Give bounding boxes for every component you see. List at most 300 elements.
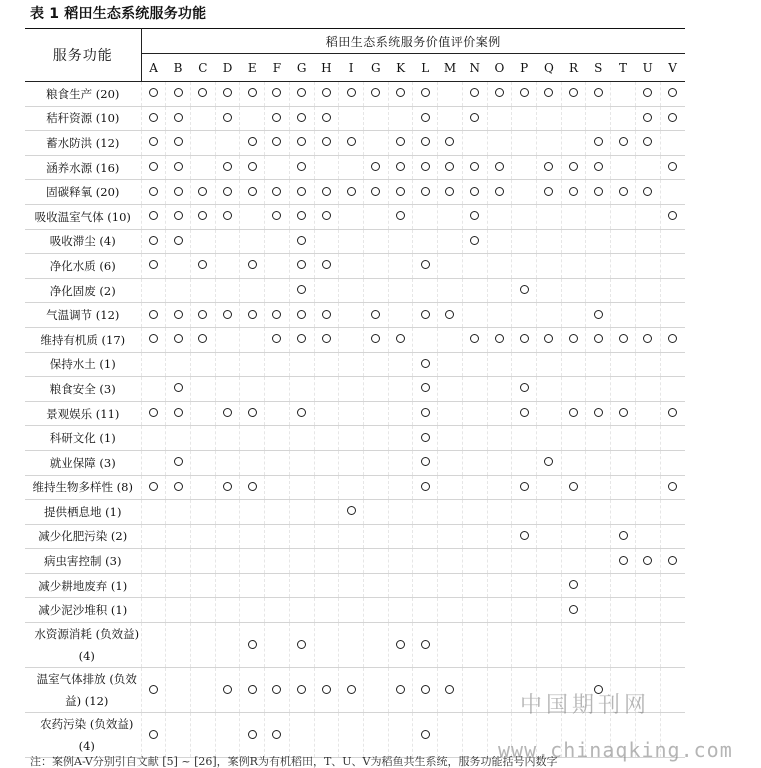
service-row [25,106,685,131]
empty-cell [611,106,636,131]
service-label: 气温调节 (12) [25,303,141,328]
empty-cell [487,352,512,377]
empty-cell [438,401,463,426]
empty-cell [265,549,290,574]
empty-cell [438,623,463,668]
empty-cell [438,475,463,500]
empty-cell [240,352,265,377]
empty-cell [561,450,586,475]
case-header-0: A [141,54,166,82]
empty-cell [660,450,685,475]
empty-cell [314,713,339,758]
empty-cell [339,598,364,623]
service-row [25,82,685,107]
empty-cell [487,278,512,303]
case-header-15: P [512,54,537,82]
evaluated-marker [363,303,388,328]
service-row [25,426,685,451]
empty-cell [339,401,364,426]
empty-cell [363,598,388,623]
evaluated-marker [265,204,290,229]
case-header-9: G [363,54,388,82]
empty-cell [289,573,314,598]
case-header-16: Q [537,54,562,82]
service-label: 涵养水源 (16) [25,155,141,180]
empty-cell [363,131,388,156]
empty-cell [388,106,413,131]
case-header-19: T [611,54,636,82]
empty-cell [363,623,388,668]
empty-cell [314,623,339,668]
evaluated-marker [388,131,413,156]
evaluated-marker [388,327,413,352]
empty-cell [586,623,611,668]
evaluated-marker [413,377,438,402]
empty-cell [240,204,265,229]
evaluated-marker [537,450,562,475]
empty-cell [363,668,388,713]
empty-cell [413,549,438,574]
evaluated-marker [660,155,685,180]
empty-cell [487,204,512,229]
evaluated-marker [289,155,314,180]
empty-cell [289,450,314,475]
evaluated-marker [240,155,265,180]
empty-cell [339,327,364,352]
case-group-header: 稻田生态系统服务价值评价案例 [141,29,685,54]
evaluated-marker [413,254,438,279]
case-header-10: K [388,54,413,82]
evaluated-marker [190,254,215,279]
evaluated-marker [438,155,463,180]
evaluated-marker [215,180,240,205]
empty-cell [438,549,463,574]
evaluated-marker [561,401,586,426]
evaluated-marker [339,131,364,156]
empty-cell [166,524,191,549]
evaluated-marker [462,155,487,180]
empty-cell [561,106,586,131]
evaluated-marker [141,254,166,279]
empty-cell [660,668,685,713]
evaluated-marker [388,155,413,180]
service-row [25,278,685,303]
empty-cell [462,475,487,500]
empty-cell [438,204,463,229]
empty-cell [462,377,487,402]
evaluated-marker [635,327,660,352]
service-label: 景观娱乐 (11) [25,401,141,426]
empty-cell [265,377,290,402]
evaluated-marker [413,401,438,426]
empty-cell [635,598,660,623]
empty-cell [586,204,611,229]
evaluated-marker [462,229,487,254]
empty-cell [190,106,215,131]
evaluated-marker [339,500,364,525]
empty-cell [438,598,463,623]
empty-cell [166,573,191,598]
evaluated-marker [512,82,537,107]
empty-cell [190,598,215,623]
empty-cell [537,352,562,377]
empty-cell [561,500,586,525]
evaluated-marker [240,475,265,500]
empty-cell [314,155,339,180]
empty-cell [635,500,660,525]
empty-cell [512,500,537,525]
service-column-header: 服务功能 [25,29,141,82]
case-header-20: U [635,54,660,82]
empty-cell [487,475,512,500]
case-header-17: R [561,54,586,82]
services-table [25,28,685,758]
empty-cell [388,573,413,598]
empty-cell [537,401,562,426]
evaluated-marker [413,475,438,500]
empty-cell [240,229,265,254]
evaluated-marker [487,82,512,107]
service-row [25,524,685,549]
service-label: 维持生物多样性 (8) [25,475,141,500]
empty-cell [462,549,487,574]
empty-cell [537,500,562,525]
empty-cell [190,131,215,156]
empty-cell [339,377,364,402]
empty-cell [660,352,685,377]
empty-cell [314,426,339,451]
empty-cell [190,401,215,426]
service-label: 净化固废 (2) [25,278,141,303]
evaluated-marker [611,131,636,156]
empty-cell [190,713,215,758]
empty-cell [314,524,339,549]
empty-cell [487,229,512,254]
evaluated-marker [462,82,487,107]
service-row [25,598,685,623]
empty-cell [289,426,314,451]
evaluated-marker [166,401,191,426]
empty-cell [215,450,240,475]
empty-cell [339,573,364,598]
empty-cell [487,377,512,402]
evaluated-marker [265,303,290,328]
empty-cell [166,500,191,525]
empty-cell [438,327,463,352]
empty-cell [586,377,611,402]
service-label: 保持水土 (1) [25,352,141,377]
service-row [25,155,685,180]
empty-cell [413,573,438,598]
empty-cell [586,450,611,475]
empty-cell [635,352,660,377]
empty-cell [314,352,339,377]
evaluated-marker [215,401,240,426]
empty-cell [660,229,685,254]
empty-cell [537,254,562,279]
case-header-1: B [166,54,191,82]
evaluated-marker [240,303,265,328]
empty-cell [537,106,562,131]
evaluated-marker [265,668,290,713]
empty-cell [339,254,364,279]
table-caption: 表 1 稻田生态系统服务功能 [30,6,207,22]
evaluated-marker [190,180,215,205]
empty-cell [314,229,339,254]
empty-cell [388,426,413,451]
empty-cell [215,352,240,377]
evaluated-marker [314,668,339,713]
empty-cell [611,82,636,107]
evaluated-marker [561,598,586,623]
empty-cell [635,401,660,426]
negative-service-row [25,623,685,668]
empty-cell [438,500,463,525]
evaluated-marker [240,82,265,107]
evaluated-marker [438,668,463,713]
evaluated-marker [537,155,562,180]
evaluated-marker [289,623,314,668]
evaluated-marker [561,573,586,598]
empty-cell [512,254,537,279]
evaluated-marker [635,549,660,574]
empty-cell [166,598,191,623]
empty-cell [512,131,537,156]
empty-cell [190,229,215,254]
empty-cell [586,524,611,549]
empty-cell [314,450,339,475]
evaluated-marker [240,713,265,758]
evaluated-marker [289,106,314,131]
evaluated-marker [240,401,265,426]
empty-cell [265,573,290,598]
empty-cell [586,106,611,131]
case-header-6: G [289,54,314,82]
empty-cell [265,450,290,475]
evaluated-marker [190,82,215,107]
empty-cell [512,450,537,475]
empty-cell [363,450,388,475]
empty-cell [413,204,438,229]
empty-cell [611,573,636,598]
empty-cell [141,524,166,549]
empty-cell [166,352,191,377]
empty-cell [388,549,413,574]
empty-cell [537,303,562,328]
evaluated-marker [512,278,537,303]
empty-cell [265,401,290,426]
empty-cell [215,377,240,402]
empty-cell [240,500,265,525]
empty-cell [635,278,660,303]
empty-cell [611,623,636,668]
service-row [25,401,685,426]
empty-cell [537,524,562,549]
empty-cell [561,204,586,229]
empty-cell [363,524,388,549]
empty-cell [314,475,339,500]
evaluated-marker [190,204,215,229]
service-row [25,500,685,525]
service-label: 提供栖息地 (1) [25,500,141,525]
evaluated-marker [413,713,438,758]
evaluated-marker [141,475,166,500]
empty-cell [438,254,463,279]
evaluated-marker [141,303,166,328]
empty-cell [660,573,685,598]
empty-cell [462,426,487,451]
evaluated-marker [166,327,191,352]
evaluated-marker [265,327,290,352]
empty-cell [487,623,512,668]
empty-cell [512,352,537,377]
empty-cell [388,598,413,623]
empty-cell [265,598,290,623]
evaluated-marker [240,668,265,713]
evaluated-marker [215,106,240,131]
empty-cell [537,377,562,402]
empty-cell [265,254,290,279]
empty-cell [388,278,413,303]
empty-cell [141,278,166,303]
empty-cell [240,278,265,303]
empty-cell [339,713,364,758]
empty-cell [363,573,388,598]
evaluated-marker [462,327,487,352]
empty-cell [611,377,636,402]
empty-cell [363,254,388,279]
empty-cell [487,598,512,623]
evaluated-marker [611,327,636,352]
empty-cell [363,401,388,426]
empty-cell [413,229,438,254]
empty-cell [462,623,487,668]
empty-cell [388,450,413,475]
service-label: 蓄水防洪 (12) [25,131,141,156]
empty-cell [413,598,438,623]
empty-cell [240,327,265,352]
evaluated-marker [289,278,314,303]
evaluated-marker [611,401,636,426]
empty-cell [339,549,364,574]
empty-cell [586,500,611,525]
empty-cell [289,352,314,377]
evaluated-marker [537,327,562,352]
empty-cell [215,327,240,352]
evaluated-marker [512,475,537,500]
empty-cell [660,377,685,402]
empty-cell [339,352,364,377]
empty-cell [512,180,537,205]
evaluated-marker [141,155,166,180]
empty-cell [265,278,290,303]
empty-cell [265,352,290,377]
empty-cell [537,475,562,500]
evaluated-marker [388,623,413,668]
evaluated-marker [660,204,685,229]
evaluated-marker [314,82,339,107]
empty-cell [611,303,636,328]
empty-cell [635,475,660,500]
empty-cell [190,278,215,303]
evaluated-marker [166,229,191,254]
service-row [25,327,685,352]
empty-cell [611,426,636,451]
empty-cell [339,303,364,328]
evaluated-marker [314,327,339,352]
empty-cell [215,623,240,668]
empty-cell [660,623,685,668]
empty-cell [438,573,463,598]
empty-cell [339,426,364,451]
empty-cell [190,155,215,180]
evaluated-marker [215,82,240,107]
case-header-2: C [190,54,215,82]
case-header-5: F [265,54,290,82]
empty-cell [166,713,191,758]
empty-cell [413,278,438,303]
empty-cell [462,303,487,328]
service-row [25,475,685,500]
evaluated-marker [141,401,166,426]
empty-cell [388,377,413,402]
empty-cell [512,623,537,668]
evaluated-marker [660,475,685,500]
service-label: 病虫害控制 (3) [25,549,141,574]
service-row [25,131,685,156]
empty-cell [190,377,215,402]
empty-cell [660,598,685,623]
case-header-3: D [215,54,240,82]
empty-cell [611,204,636,229]
service-row [25,549,685,574]
evaluated-marker [240,131,265,156]
case-header-21: V [660,54,685,82]
empty-cell [537,229,562,254]
evaluated-marker [240,180,265,205]
evaluated-marker [141,106,166,131]
service-label: 粮食安全 (3) [25,377,141,402]
case-header-13: N [462,54,487,82]
evaluated-marker [314,131,339,156]
evaluated-marker [537,82,562,107]
empty-cell [166,426,191,451]
evaluated-marker [339,82,364,107]
empty-cell [561,229,586,254]
evaluated-marker [166,475,191,500]
empty-cell [561,426,586,451]
empty-cell [537,131,562,156]
empty-cell [487,303,512,328]
evaluated-marker [388,668,413,713]
empty-cell [660,131,685,156]
empty-cell [438,278,463,303]
empty-cell [215,131,240,156]
evaluated-marker [413,623,438,668]
empty-cell [635,623,660,668]
evaluated-marker [141,713,166,758]
empty-cell [512,303,537,328]
empty-cell [314,549,339,574]
evaluated-marker [289,401,314,426]
empty-cell [413,500,438,525]
empty-cell [487,500,512,525]
empty-cell [438,82,463,107]
evaluated-marker [635,131,660,156]
evaluated-marker [413,668,438,713]
evaluated-marker [413,180,438,205]
empty-cell [190,668,215,713]
